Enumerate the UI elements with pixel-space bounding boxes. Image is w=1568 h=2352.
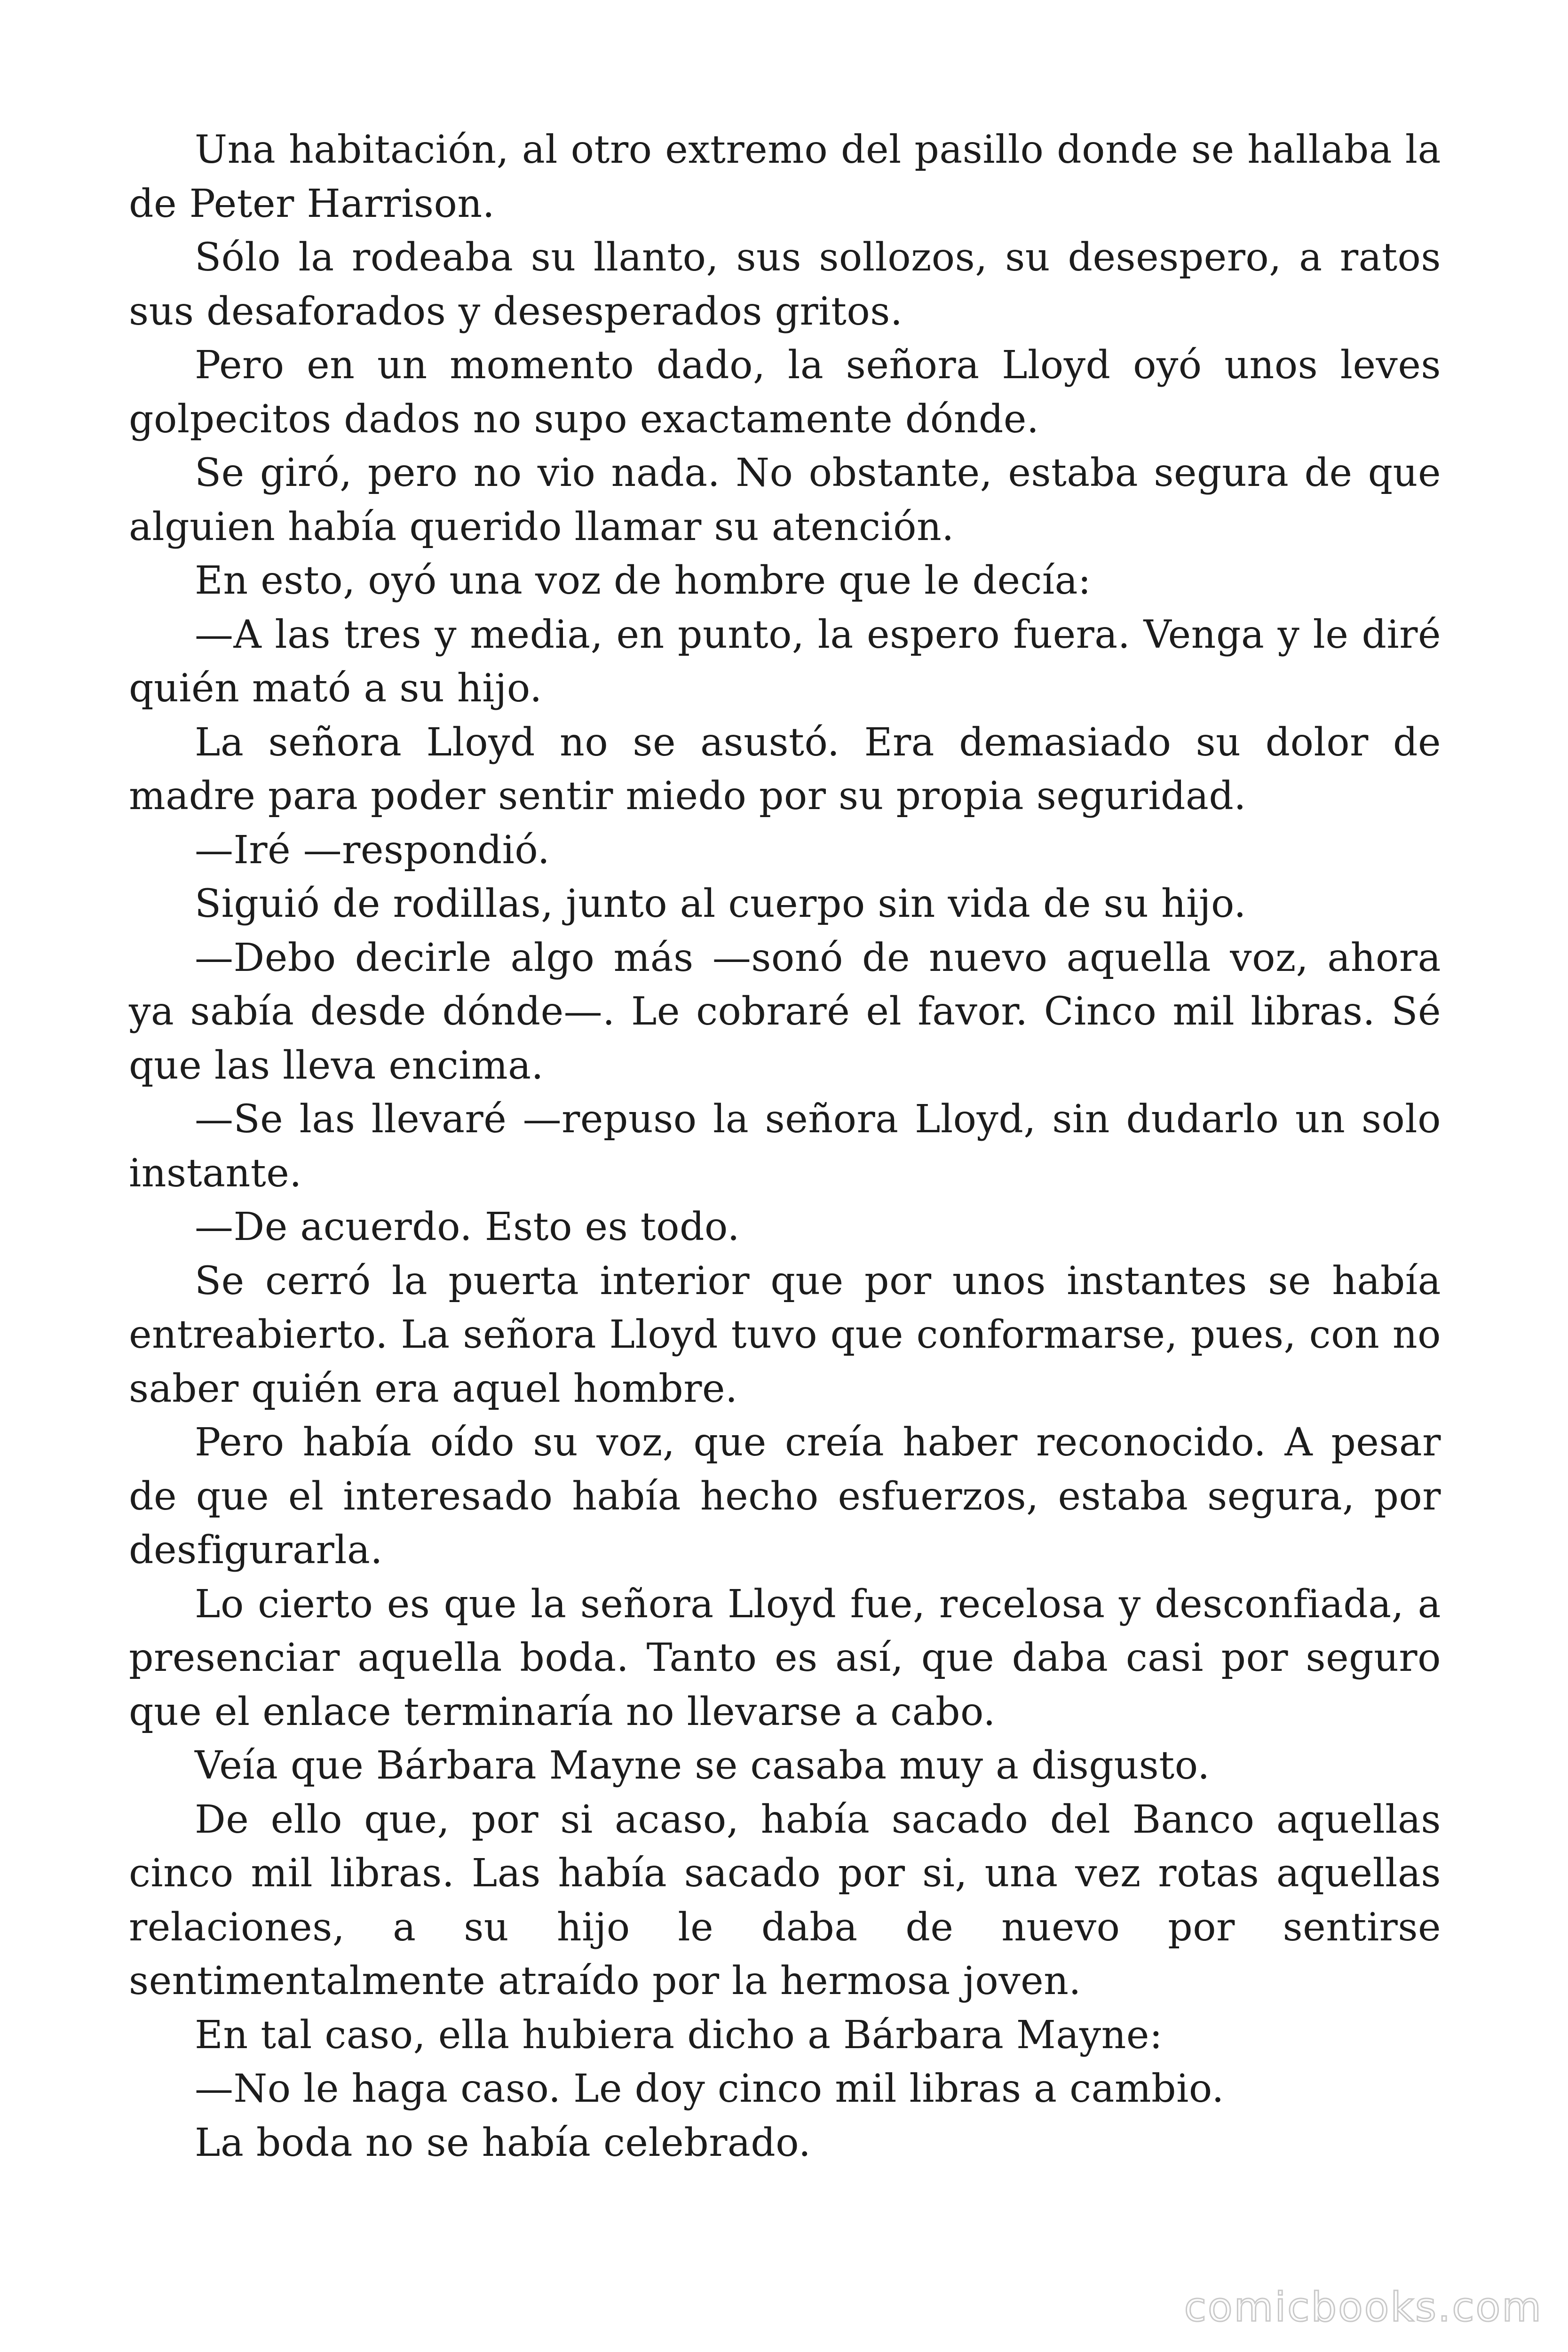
paragraph: —No le haga caso. Le doy cinco mil libras a cambio. bbox=[195, 2066, 1224, 2111]
paragraph: En esto, oyó una voz de hombre que le decía: bbox=[195, 558, 1092, 603]
paragraph: La boda no se había celebrado. bbox=[195, 2120, 811, 2165]
paragraph: Siguió de rodillas, junto al cuerpo sin vida de su hijo. bbox=[195, 882, 1246, 926]
paragraph: —De acuerdo. Esto es todo. bbox=[195, 1205, 740, 1249]
paragraph: En tal caso, ella hubiera dicho a Bárbara Mayne: bbox=[195, 2012, 1163, 2058]
paragraph: —Iré —respondió. bbox=[195, 827, 550, 873]
paragraph: Lo cierto es que la señora Lloyd fue, recelosa y desconfiada, a presenciar aquella boda. Tanto es así, que daba casi por seguro que el enlace terminaría no llevarse a cabo. bbox=[129, 1581, 1441, 1734]
paragraph: Pero en un momento dado, la señora Lloyd oyó unos leves golpecitos dados no supo exactamente dónde. bbox=[129, 343, 1441, 442]
paragraph: Se giró, pero no vio nada. No obstante, estaba segura de que alguien había querido llamar su atención. bbox=[129, 451, 1441, 549]
paragraph: —Se las llevaré —repuso la señora Lloyd, sin dudarlo un solo instante. bbox=[129, 1097, 1441, 1196]
paragraph: Veía que Bárbara Mayne se casaba muy a disgusto. bbox=[195, 1743, 1210, 1788]
page-text bbox=[129, 123, 1441, 2170]
paragraph: Pero había oído su voz, que creía haber reconocido. A pesar de que el interesado había hecho esfuerzos, estaba segura, por desfigurarla. bbox=[129, 1420, 1441, 1573]
paragraph: —Debo decirle algo más —sonó de nuevo aquella voz, ahora ya sabía desde dónde—. Le cobraré el favor. Cinco mil libras. Sé que las lleva encima. bbox=[129, 935, 1441, 1088]
paragraph: Sólo la rodeaba su llanto, sus sollozos, su desespero, a ratos sus desaforados y desesperados gritos. bbox=[129, 235, 1441, 334]
paragraph: Se cerró la puerta interior que por unos instantes se había entreabierto. La señora Lloyd tuvo que conformarse, pues, con no saber quién era aquel hombre. bbox=[129, 1258, 1441, 1411]
paragraph: Una habitación, al otro extremo del pasillo donde se hallaba la de Peter Harrison. bbox=[129, 127, 1441, 226]
paragraph: De ello que, por si acaso, había sacado del Banco aquellas cinco mil libras. Las había sacado por si, una vez rotas aquellas relaciones, a su hijo le daba de nuevo por sentirse sentimentalmente atraído por la hermosa joven. bbox=[129, 1797, 1441, 2003]
paragraph: La señora Lloyd no se asustó. Era demasiado su dolor de madre para poder sentir miedo por su propia seguridad. bbox=[129, 720, 1441, 818]
watermark: comicbooks.com bbox=[1184, 2284, 1543, 2331]
paragraph: —A las tres y media, en punto, la espero fuera. Venga y le diré quién mató a su hijo. bbox=[129, 612, 1441, 711]
